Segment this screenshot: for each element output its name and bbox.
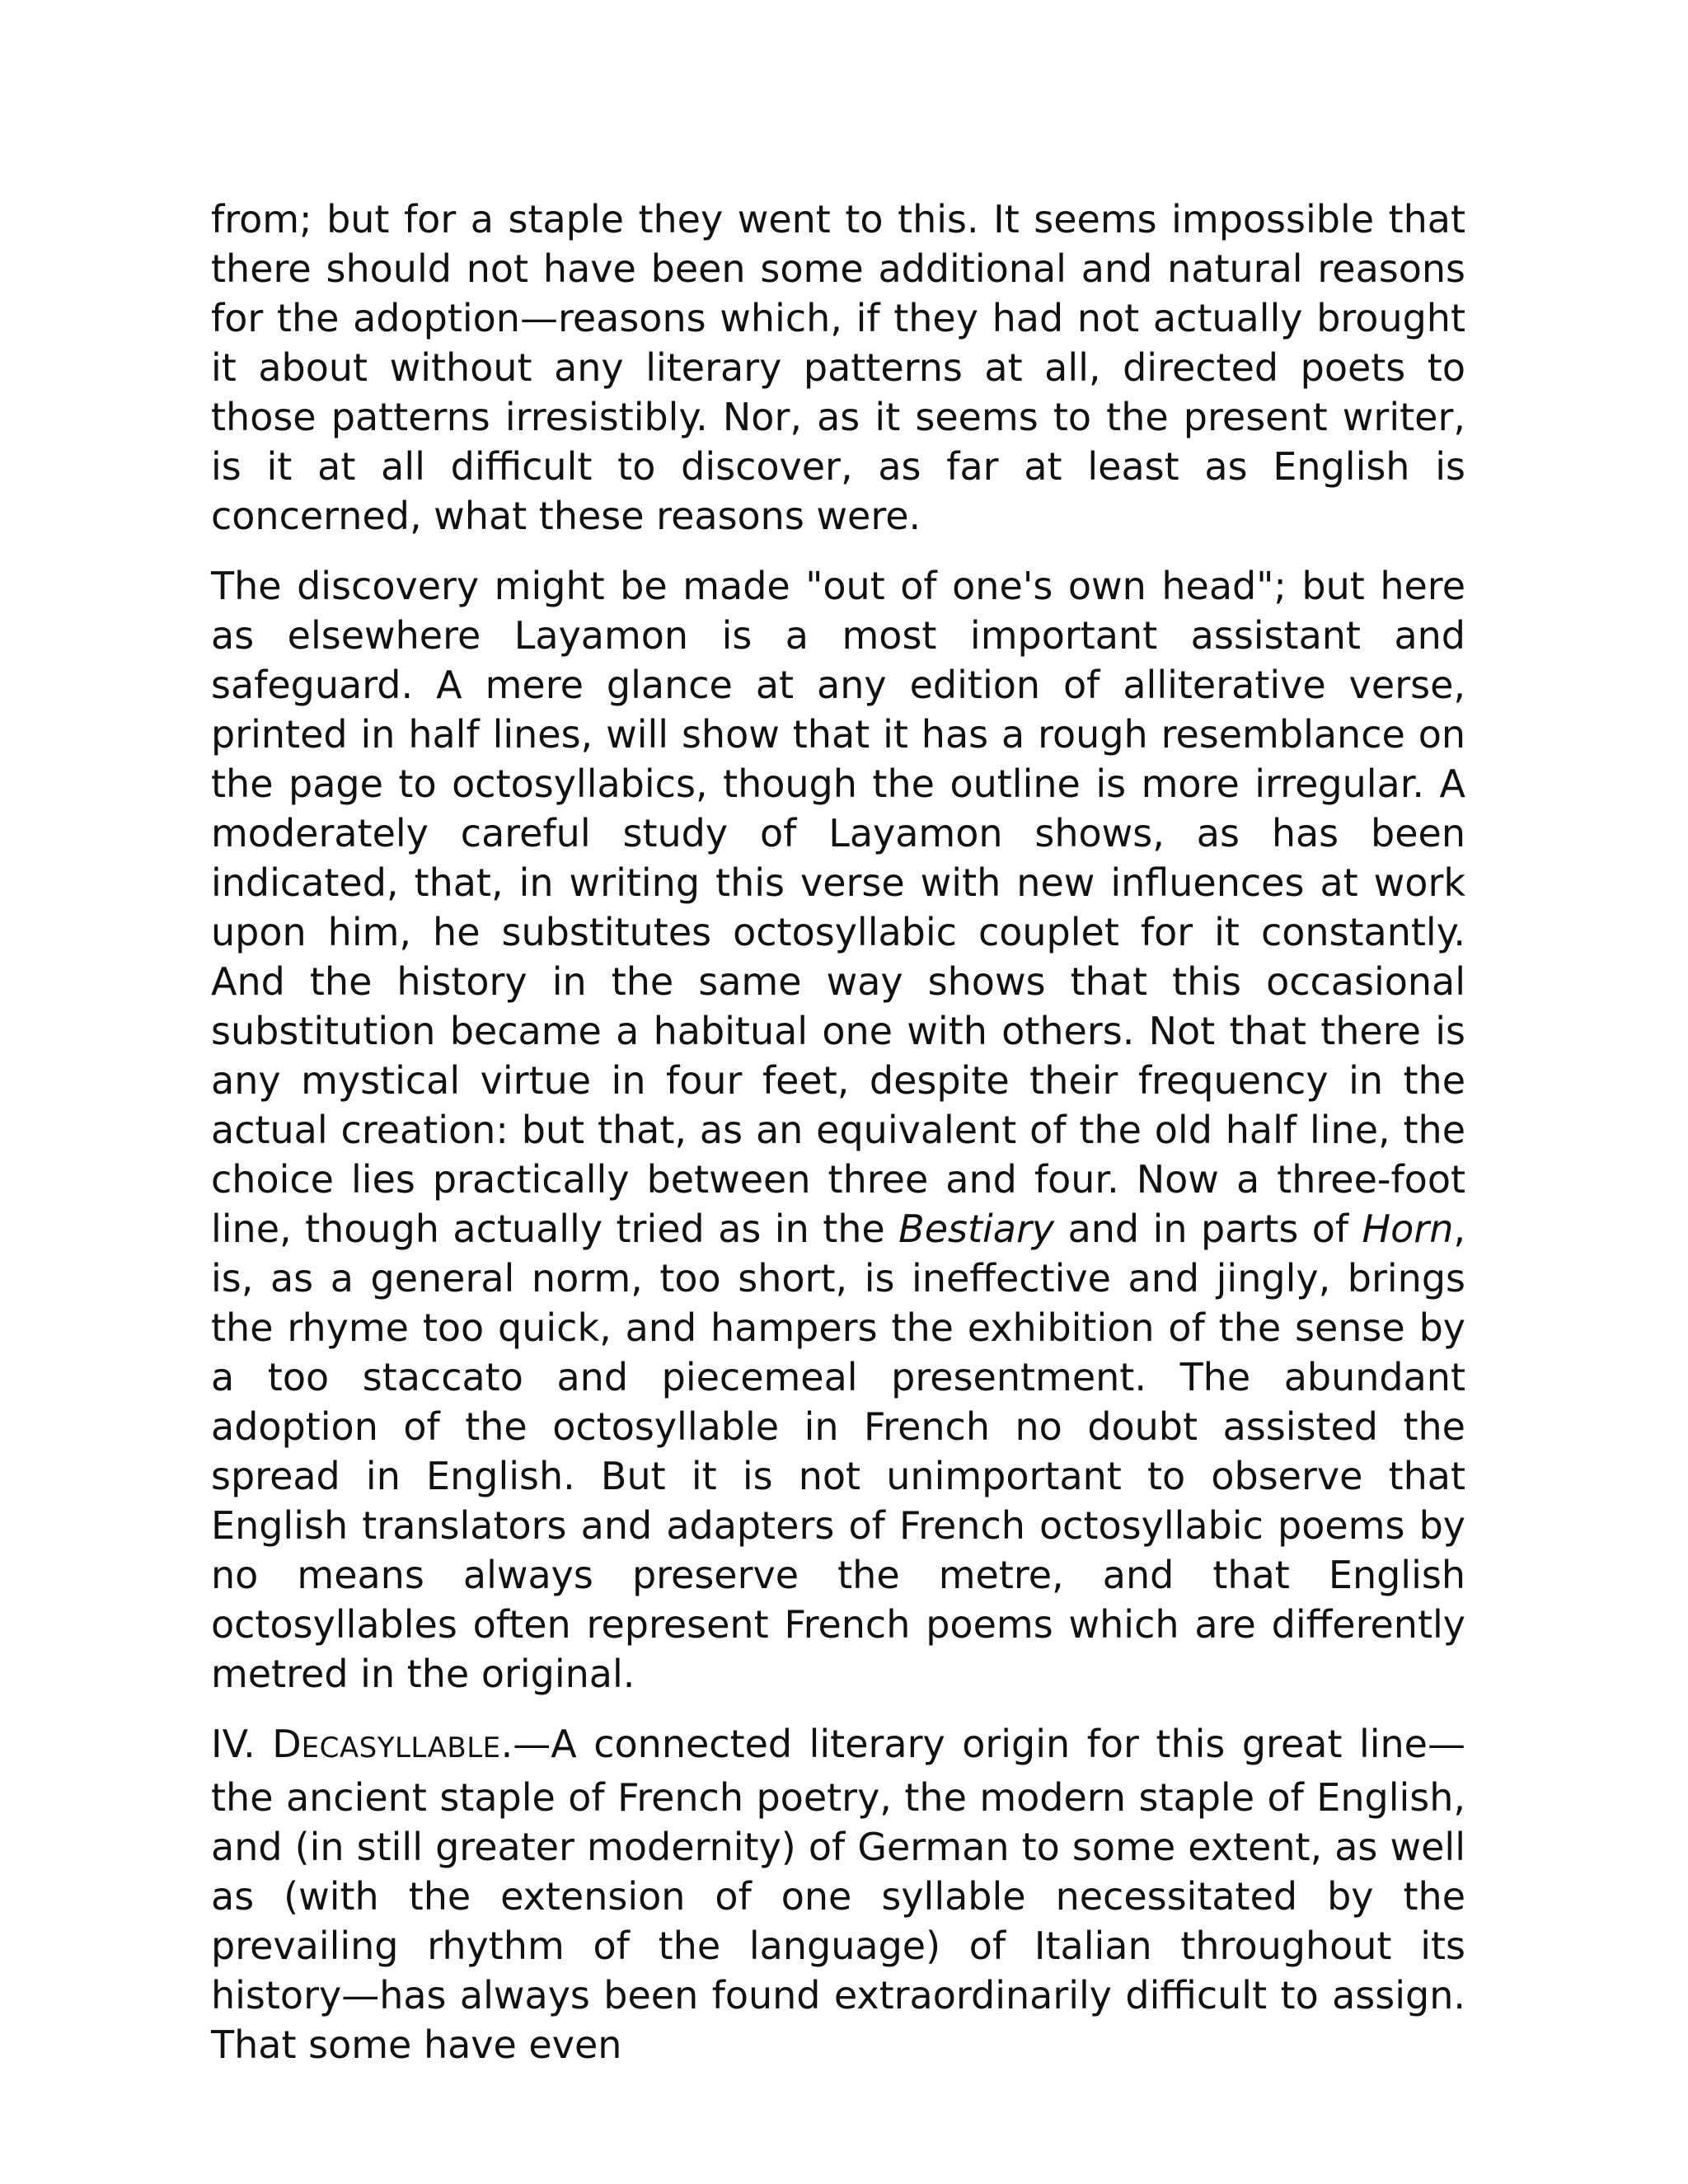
paragraph-decasyllable <box>211 1719 1465 2069</box>
paragraph-text: and in parts of <box>1054 1207 1362 1251</box>
paragraph-text: The discovery might be made "out of one's own head"; but here as elsewhere Layamon is a most important assistant and safeguard. A mere glance at any edition of alliterative verse, printed in half lines, will show that it has a rough resemblance on the page to octosyllabics, though the outline is more irregular. A moderately careful study of Layamon shows, as has been indicated, that, in writing this verse with new influences at work upon him, he substitutes octosyllabic couplet for it constantly. And the history in the same way shows that this occasional substitution became a habitual one with others. Not that there is any mystical virtue in four feet, despite their frequency in the actual creation: but that, as an equivalent of the old half line, the choice lies practically between three and four. Now a three-foot line, though actually tried as in the <box>211 564 1465 1251</box>
section-heading-decasyllable: ECASYLLABLE <box>301 1732 501 1765</box>
section-numeral: IV. D <box>211 1722 302 1766</box>
document-page <box>211 194 1465 2090</box>
paragraph-text: .—A connected literary origin for this great line—the ancient staple of French poetry, the modern staple of English, and (in still greater modernity) of German to some extent, as well as (with the extension of one syllable necessitated by the prevailing rhythm of the language) of Italian throughout its history—has always been found extraordinarily difficult to assign. That some have even <box>211 1722 1465 2067</box>
paragraph-text: , is, as a general norm, too short, is ineffective and jingly, brings the rhyme too quick, and hampers the exhibition of the sense by a too staccato and piecemeal presentment. The abundant adoption of the octosyllable in French no doubt assisted the spread in English. But it is not unimportant to observe that English translators and adapters of French octosyllabic poems by no means always preserve the metre, and that English octosyllables often represent French poems which are differently metred in the original. <box>211 1207 1465 1696</box>
italic-title-horn: Horn <box>1362 1207 1454 1251</box>
paragraph-layamon-octosyllabics <box>211 561 1465 1699</box>
italic-title-bestiary: Bestiary <box>898 1207 1055 1251</box>
paragraph-adoption-reasons: from; but for a staple they went to this. It seems impossible that there should not have been some additional and natural reasons for the adoption—reasons which, if they had not actually brought it about without any literary patterns at all, directed poets to those patterns irresistibly. Nor, as it seems to the present writer, is it at all difficult to discover, as far at least as English is concerned, what these reasons were. <box>211 197 1465 538</box>
